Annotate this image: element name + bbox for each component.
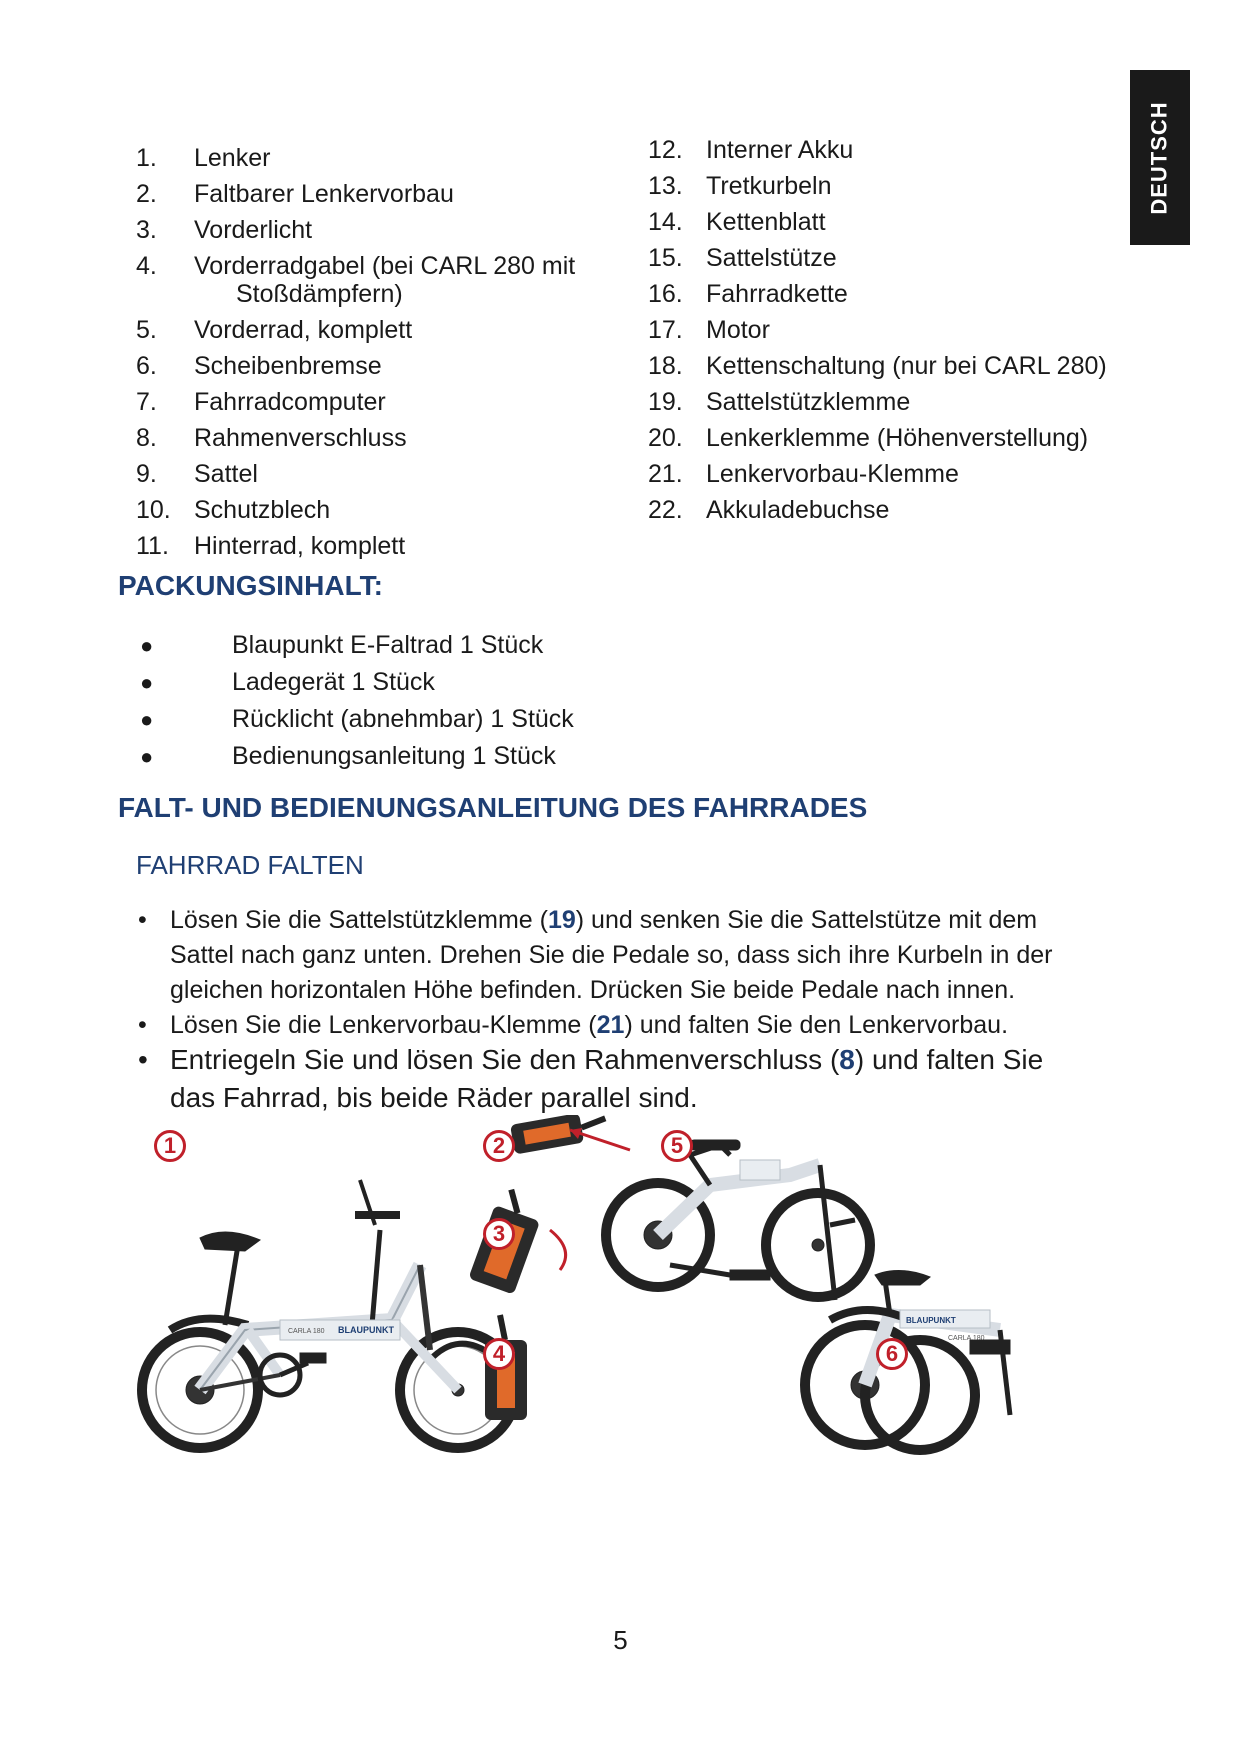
step-marker-6: 6 bbox=[876, 1338, 908, 1370]
list-item: ● Ladegerät 1 Stück bbox=[140, 668, 435, 696]
list-item-continuation: Stoßdämpfern) bbox=[236, 280, 403, 308]
list-item: 6. Scheibenbremse bbox=[136, 351, 382, 380]
instruction-step-1: • Lösen Sie die Sattelstützklemme (19) und senken Sie die Sattelstütze mit dem Sattel nach ganz unten. Drehen Sie die Pedale so, dass sich ihre Kurbeln in der gleichen horizontalen Höhe befinden. Drücken Sie beide Pedale nach innen. bbox=[138, 906, 1053, 1004]
step-marker-2: 2 bbox=[483, 1130, 515, 1162]
parts-list-right bbox=[648, 132, 1107, 528]
list-item: 9. Sattel bbox=[136, 459, 258, 488]
parts-list-left bbox=[136, 140, 575, 564]
language-tab bbox=[1130, 70, 1190, 245]
packing-heading: PACKUNGSINHALT: bbox=[118, 570, 383, 601]
list-item: 4. Vorderradgabel (bei CARL 280 mit bbox=[136, 251, 576, 280]
list-item: 2. Faltbarer Lenkervorbau bbox=[136, 179, 454, 208]
folding-steps-illustration bbox=[130, 1115, 1120, 1480]
part-reference: 19 bbox=[547, 906, 576, 934]
list-item: 17. Motor bbox=[648, 315, 770, 344]
step-marker-5: 5 bbox=[661, 1130, 693, 1162]
bike-brand-label: BLAUPUNKT bbox=[906, 1316, 956, 1325]
bike-model-label: CARLA 180 bbox=[288, 1328, 325, 1335]
list-item: 15. Sattelstütze bbox=[648, 243, 837, 272]
packing-list bbox=[134, 627, 574, 775]
list-item: 12. Interner Akku bbox=[648, 135, 854, 164]
language-tab-label: DEUTSCH bbox=[1147, 100, 1172, 215]
list-item: 10. Schutzblech bbox=[136, 495, 331, 524]
instruction-step-2: • Lösen Sie die Lenkervorbau-Klemme (21) und falten Sie den Lenkervorbau. bbox=[138, 1011, 1009, 1039]
list-item: 14. Kettenblatt bbox=[648, 207, 826, 236]
list-item: 16. Fahrradkette bbox=[648, 279, 848, 308]
instruction-step-3: • Entriegeln Sie und lösen Sie den Rahmenverschluss (8) und falten Sie das Fahrrad, bis beide Räder parallel sind. bbox=[138, 1044, 1044, 1113]
list-item: 21. Lenkervorbau-Klemme bbox=[648, 459, 959, 488]
list-item: 19. Sattelstützklemme bbox=[648, 387, 911, 416]
sub-heading: FAHRRAD FALTEN bbox=[136, 850, 364, 880]
page-number: 5 bbox=[613, 1625, 628, 1655]
section-heading: FALT- UND BEDIENUNGSANLEITUNG DES FAHRRADES bbox=[118, 792, 868, 823]
list-item: ● Bedienungsanleitung 1 Stück bbox=[140, 742, 556, 770]
step-marker-1: 1 bbox=[154, 1130, 186, 1162]
bike-folding-image bbox=[606, 1140, 870, 1300]
list-item: 11. Hinterrad, komplett bbox=[136, 531, 406, 560]
list-item: 22. Akkuladebuchse bbox=[648, 495, 890, 524]
bike-unfolded-image bbox=[142, 1180, 516, 1448]
list-item: 13. Tretkurbeln bbox=[648, 171, 832, 200]
list-item: 8. Rahmenverschluss bbox=[136, 423, 407, 452]
list-item: 3. Vorderlicht bbox=[136, 215, 313, 244]
part-reference: 21 bbox=[596, 1011, 625, 1039]
list-item: ● Blaupunkt E-Faltrad 1 Stück bbox=[140, 631, 544, 659]
list-item: 5. Vorderrad, komplett bbox=[136, 315, 413, 344]
list-item: ● Rücklicht (abnehmbar) 1 Stück bbox=[140, 705, 574, 733]
list-item: 7. Fahrradcomputer bbox=[136, 387, 386, 416]
list-item: 1. Lenker bbox=[136, 143, 271, 172]
step-marker-3: 3 bbox=[483, 1218, 515, 1250]
part-reference: 8 bbox=[839, 1044, 855, 1075]
list-item: 18. Kettenschaltung (nur bei CARL 280) bbox=[648, 351, 1107, 380]
bike-model-label: CARLA 180 bbox=[948, 1335, 985, 1342]
list-item: 20. Lenkerklemme (Höhenverstellung) bbox=[648, 423, 1089, 452]
bike-brand-label: BLAUPUNKT bbox=[338, 1325, 394, 1335]
step-marker-4: 4 bbox=[483, 1338, 515, 1370]
